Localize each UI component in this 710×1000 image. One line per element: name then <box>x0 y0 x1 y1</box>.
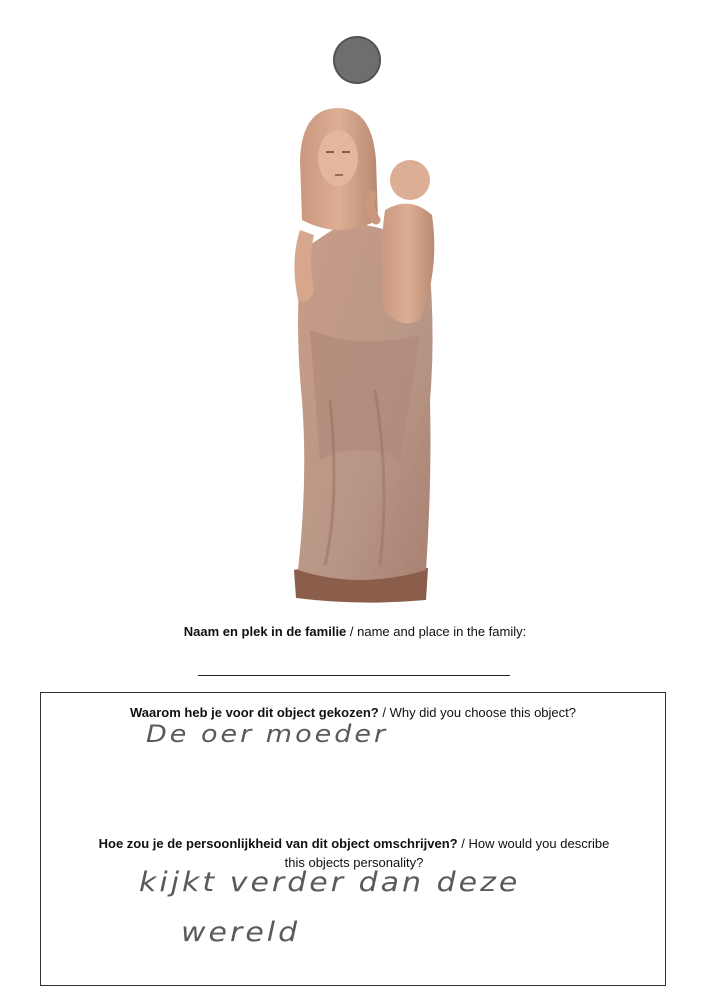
question-2-english: How would you describe this objects personality? <box>284 836 610 870</box>
answer-1-handwriting: De oer moeder <box>146 720 389 749</box>
answer-2-handwriting-line-2: wereld <box>181 916 301 949</box>
madonna-statue-image <box>280 100 445 605</box>
name-place-prompt <box>0 624 710 639</box>
name-prompt-english: name and place in the family: <box>357 624 527 639</box>
name-prompt-dutch: Naam en plek in de familie <box>183 624 347 639</box>
question-1-dutch: Waarom heb je voor dit object gekozen? <box>129 705 379 720</box>
answer-2-handwriting-line-1: kijkt verder dan deze <box>139 866 521 899</box>
question-1-separator: / <box>378 705 390 720</box>
questions-box <box>40 692 666 986</box>
question-1-english: Why did you choose this object? <box>389 705 576 720</box>
question-2-dutch: Hoe zou je de persoonlijkheid van dit object omschrijven? <box>98 836 458 851</box>
punch-hole <box>333 36 381 84</box>
name-answer-line <box>198 675 510 676</box>
question-1 <box>41 705 665 720</box>
name-prompt-separator: / <box>346 624 358 639</box>
question-2-separator: / <box>457 836 469 851</box>
